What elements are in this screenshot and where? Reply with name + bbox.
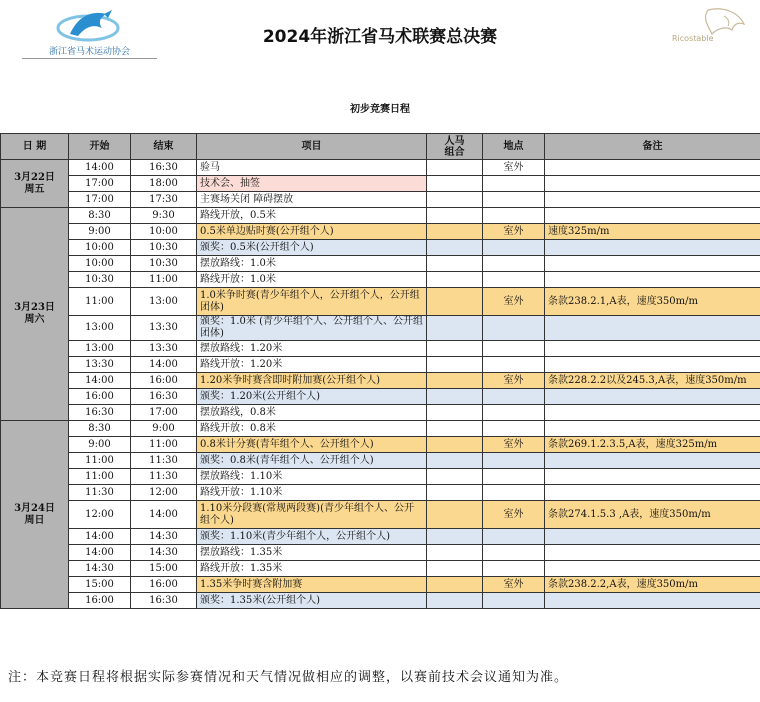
schedule-table [0,133,760,609]
table-row [1,272,760,288]
col-header-date: 日 期 [1,134,69,160]
group-cell [427,176,483,192]
logo-divider [22,58,157,59]
start-time-cell: 16:30 [69,405,131,421]
group-cell [427,421,483,437]
note-cell [545,453,760,469]
note-cell [545,421,760,437]
end-time-cell: 11:30 [131,469,197,485]
note-cell [545,357,760,373]
event-cell: 摆放路线：1.20米 [197,341,427,357]
table-row [1,176,760,192]
note-cell [545,593,760,609]
end-time-cell: 16:00 [131,373,197,389]
location-cell [483,469,545,485]
table-row [1,256,760,272]
table-row [1,593,760,609]
group-cell [427,256,483,272]
start-time-cell: 8:30 [69,208,131,224]
event-cell: 路线开放：0.8米 [197,421,427,437]
start-time-cell: 16:00 [69,389,131,405]
location-cell: 室外 [483,577,545,593]
group-cell [427,208,483,224]
group-cell [427,437,483,453]
group-cell [427,192,483,208]
start-time-cell: 14:00 [69,160,131,176]
event-cell: 颁奖：1.0米 (青少年组个人、公开组个人、公开组团体) [197,316,427,341]
table-row [1,224,760,240]
group-cell [427,373,483,389]
event-cell: 摆放路线：1.35米 [197,545,427,561]
start-time-cell: 10:30 [69,272,131,288]
start-time-cell: 14:00 [69,545,131,561]
note-cell [545,405,760,421]
start-time-cell: 10:00 [69,240,131,256]
note-cell: 条款238.2.1,A表，速度350m/m [545,288,760,316]
group-cell [427,357,483,373]
end-time-cell: 16:30 [131,389,197,405]
table-row [1,469,760,485]
group-cell [427,272,483,288]
location-cell: 室外 [483,160,545,176]
partner-logo [668,4,758,54]
location-cell [483,316,545,341]
event-cell: 路线开放：1.10米 [197,485,427,501]
event-cell: 0.8米计分赛(青年组个人、公开组个人) [197,437,427,453]
note-cell [545,272,760,288]
end-time-cell: 9:30 [131,208,197,224]
event-cell: 路线开放：1.0米 [197,272,427,288]
end-time-cell: 13:30 [131,341,197,357]
end-time-cell: 11:00 [131,437,197,453]
event-cell: 颁奖：1.35米(公开组个人) [197,593,427,609]
event-cell: 摆放路线：1.0米 [197,256,427,272]
location-cell: 室外 [483,288,545,316]
end-time-cell: 15:00 [131,561,197,577]
col-header-note: 备注 [545,134,760,160]
end-time-cell: 17:30 [131,192,197,208]
event-cell: 颁奖：1.10米(青少年组个人，公开组个人) [197,529,427,545]
table-row [1,437,760,453]
note-cell: 条款269.1.2.3.5,A表，速度325m/m [545,437,760,453]
association-logo-caption: 浙江省马术运动协会 [48,47,130,57]
group-cell [427,288,483,316]
group-cell [427,224,483,240]
col-header-group: 人马 组合 [427,134,483,160]
location-cell [483,421,545,437]
end-time-cell: 13:00 [131,288,197,316]
location-cell [483,561,545,577]
start-time-cell: 14:00 [69,529,131,545]
table-row [1,192,760,208]
schedule-body [1,160,760,609]
group-cell [427,501,483,529]
start-time-cell: 11:00 [69,453,131,469]
note-cell [545,529,760,545]
start-time-cell: 14:30 [69,561,131,577]
table-row [1,389,760,405]
table-row [1,240,760,256]
event-cell: 路线开放：1.20米 [197,357,427,373]
group-cell [427,485,483,501]
end-time-cell: 14:30 [131,545,197,561]
table-header-row [1,134,760,160]
end-time-cell: 13:30 [131,316,197,341]
note-cell [545,256,760,272]
start-time-cell: 8:30 [69,421,131,437]
note-cell [545,240,760,256]
end-time-cell: 14:00 [131,357,197,373]
start-time-cell: 13:30 [69,357,131,373]
event-cell: 摆放路线，0.8米 [197,405,427,421]
table-row [1,529,760,545]
location-cell [483,240,545,256]
note-cell: 条款274.1.5.3 ,A表，速度350m/m [545,501,760,529]
location-cell [483,341,545,357]
event-cell: 0.5米单边贴时赛(公开组个人) [197,224,427,240]
schedule-subtitle: 初步竞赛日程 [350,104,410,115]
note-cell [545,545,760,561]
location-cell: 室外 [483,224,545,240]
end-time-cell: 16:30 [131,160,197,176]
footnote: 注：本竞赛日程将根据实际参赛情况和天气情况做相应的调整，以赛前技术会议通知为准。 [8,670,569,685]
event-cell: 路线开放，0.5米 [197,208,427,224]
event-cell: 1.20米争时赛含即时附加赛(公开组个人) [197,373,427,389]
end-time-cell: 18:00 [131,176,197,192]
event-cell: 颁奖：1.20米(公开组个人) [197,389,427,405]
event-cell: 颁奖：0.8米(青年组个人、公开组个人) [197,453,427,469]
table-row [1,373,760,389]
event-cell: 摆放路线：1.10米 [197,469,427,485]
start-time-cell: 13:00 [69,316,131,341]
group-cell [427,453,483,469]
start-time-cell: 15:00 [69,577,131,593]
table-row [1,208,760,224]
table-row [1,341,760,357]
table-row [1,316,760,341]
start-time-cell: 17:00 [69,176,131,192]
table-row [1,288,760,316]
end-time-cell: 10:30 [131,256,197,272]
note-cell [545,469,760,485]
table-row [1,501,760,529]
end-time-cell: 11:00 [131,272,197,288]
table-row [1,561,760,577]
location-cell [483,357,545,373]
location-cell: 室外 [483,373,545,389]
group-cell [427,405,483,421]
event-cell: 1.10米分段赛(常规两段赛)(青少年组个人、公开组个人) [197,501,427,529]
location-cell [483,208,545,224]
end-time-cell: 12:00 [131,485,197,501]
col-header-end: 结束 [131,134,197,160]
group-cell [427,389,483,405]
event-cell: 路线开放：1.35米 [197,561,427,577]
group-cell [427,469,483,485]
group-cell [427,593,483,609]
end-time-cell: 16:00 [131,577,197,593]
table-row [1,357,760,373]
partner-logo-text: Ricostable [672,34,714,43]
day-label: 3月22日 周五 [1,160,69,208]
note-cell [545,389,760,405]
note-cell [545,208,760,224]
location-cell [483,545,545,561]
note-cell: 速度325m/m [545,224,760,240]
start-time-cell: 10:00 [69,256,131,272]
note-cell [545,561,760,577]
note-cell: 条款238.2.2,A表，速度350m/m [545,577,760,593]
group-cell [427,341,483,357]
event-cell: 主赛场关闭 障碍摆放 [197,192,427,208]
group-cell [427,316,483,341]
start-time-cell: 16:00 [69,593,131,609]
event-cell: 1.0米争时赛(青少年组个人，公开组个人，公开组团体) [197,288,427,316]
group-cell [427,545,483,561]
location-cell [483,272,545,288]
end-time-cell: 14:30 [131,529,197,545]
end-time-cell: 16:30 [131,593,197,609]
table-row [1,405,760,421]
note-cell [545,192,760,208]
note-cell [545,341,760,357]
group-cell [427,240,483,256]
day-label: 3月24日 周日 [1,421,69,609]
horse-head-icon [668,4,758,54]
event-cell: 验马 [197,160,427,176]
location-cell [483,176,545,192]
note-cell [545,160,760,176]
start-time-cell: 14:00 [69,373,131,389]
location-cell [483,529,545,545]
start-time-cell: 12:00 [69,501,131,529]
location-cell: 室外 [483,501,545,529]
col-header-event: 项目 [197,134,427,160]
table-row [1,160,760,176]
start-time-cell: 17:00 [69,192,131,208]
start-time-cell: 11:00 [69,469,131,485]
group-cell [427,160,483,176]
end-time-cell: 10:00 [131,224,197,240]
col-header-start: 开始 [69,134,131,160]
location-cell [483,593,545,609]
end-time-cell: 10:30 [131,240,197,256]
end-time-cell: 9:00 [131,421,197,437]
location-cell: 室外 [483,437,545,453]
event-cell: 技术会、抽签 [197,176,427,192]
location-cell [483,453,545,469]
location-cell [483,256,545,272]
note-cell: 条款228.2.2以及245.3,A表，速度350m/m [545,373,760,389]
page-title: 2024年浙江省马术联赛总决赛 [262,27,498,47]
day-label: 3月23日 周六 [1,208,69,421]
location-cell [483,485,545,501]
group-cell [427,577,483,593]
note-cell [545,316,760,341]
location-cell [483,405,545,421]
location-cell [483,389,545,405]
col-header-location: 地点 [483,134,545,160]
note-cell [545,485,760,501]
group-cell [427,561,483,577]
table-row [1,485,760,501]
end-time-cell: 11:30 [131,453,197,469]
group-cell [427,529,483,545]
event-cell: 1.35米争时赛含附加赛 [197,577,427,593]
note-cell [545,176,760,192]
table-row [1,421,760,437]
start-time-cell: 9:00 [69,224,131,240]
end-time-cell: 17:00 [131,405,197,421]
start-time-cell: 13:00 [69,341,131,357]
start-time-cell: 11:00 [69,288,131,316]
event-cell: 颁奖：0.5米(公开组个人) [197,240,427,256]
start-time-cell: 9:00 [69,437,131,453]
table-row [1,577,760,593]
end-time-cell: 14:00 [131,501,197,529]
start-time-cell: 11:30 [69,485,131,501]
location-cell [483,192,545,208]
table-row [1,545,760,561]
table-row [1,453,760,469]
